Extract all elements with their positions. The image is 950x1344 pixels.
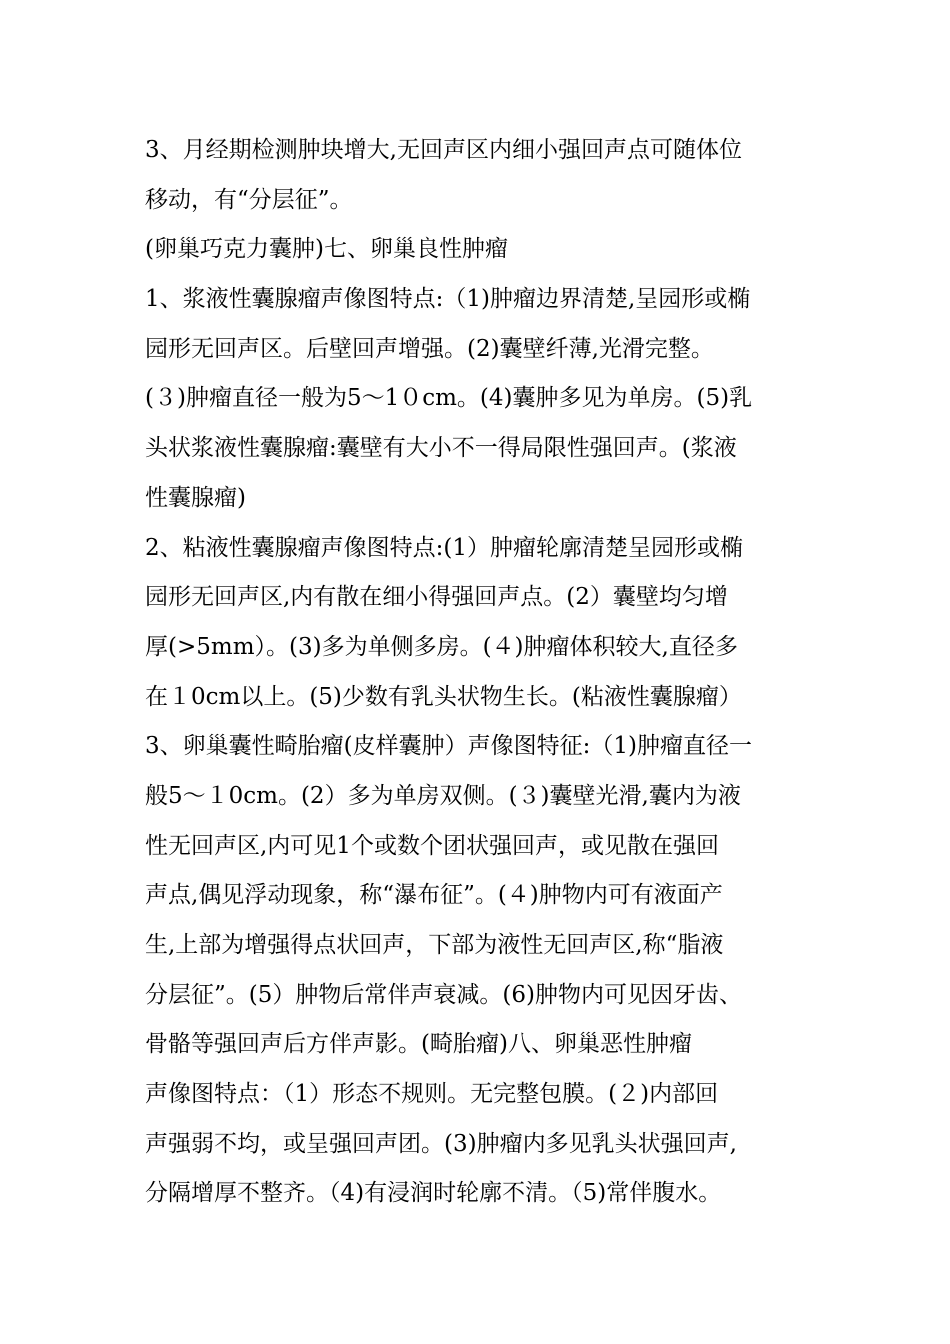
text-line: 厚(>5mm）。(3)多为单侧多房。(４)肿瘤体积较大,直径多 [145, 633, 738, 660]
text-line: 声像图特点：（1）形态不规则。无完整包膜。(２)内部回 [145, 1081, 719, 1108]
text-line: 声强弱不均，或呈强回声团。(3)肿瘤内多见乳头状强回声, [145, 1130, 737, 1157]
text-line: 头状浆液性囊腺瘤:囊壁有大小不一得局限性强回声。(浆液 [145, 435, 737, 462]
text-line: 园形无回声区,内有散在细小得强回声点。(2）囊壁均匀增 [145, 584, 728, 611]
body-text [145, 126, 815, 1219]
text-line: 3、卵巢囊性畸胎瘤(皮样囊肿）声像图特征:（1)肿瘤直径一 [145, 733, 752, 760]
text-line: 2、粘液性囊腺瘤声像图特点:(1）肿瘤轮廓清楚呈园形或椭 [145, 534, 743, 561]
text-line: 分隔增厚不整齐。（4)有浸润时轮廓不清。（5)常伴腹水。 [145, 1180, 722, 1207]
text-line: 般5～１0cm。(2）多为单房双侧。(３)囊壁光滑,囊内为液 [145, 782, 741, 809]
text-line: (３)肿瘤直径一般为5～1０cm。(4)囊肿多见为单房。(5)乳 [145, 385, 753, 412]
text-line: (卵巢巧克力囊肿)七、卵巢良性肿瘤 [145, 236, 508, 263]
text-line: 声点,偶见浮动现象，称“瀑布征”。(４)肿物内可有液面产 [145, 882, 723, 909]
text-line: 3、月经期检测肿块增大,无回声区内细小强回声点可随体位 [145, 137, 742, 163]
text-line: 园形无回声区。后壁回声增强。(2)囊壁纤薄,光滑完整。 [145, 335, 714, 362]
text-line: 骨骼等强回声后方伴声影。(畸胎瘤)八、卵巢恶性肿瘤 [145, 1031, 692, 1058]
text-line: 生,上部为增强得点状回声，下部为液性无回声区,称“脂液 [145, 932, 724, 958]
text-line: 1、浆液性囊腺瘤声像图特点:（1)肿瘤边界清楚,呈园形或椭 [145, 286, 751, 313]
text-line: 分层征”。(5）肿物后常伴声衰减。(6)肿物内可见因牙齿、 [145, 981, 742, 1008]
text-line: 性囊腺瘤) [145, 484, 246, 511]
text-line: 性无回声区,内可见1个或数个团状强回声，或见散在强回 [145, 832, 719, 859]
text-line: 移动，有“分层征”。 [145, 186, 353, 213]
text-line: 在１0cm以上。(5)少数有乳头状物生长。(粘液性囊腺瘤） [145, 683, 742, 710]
